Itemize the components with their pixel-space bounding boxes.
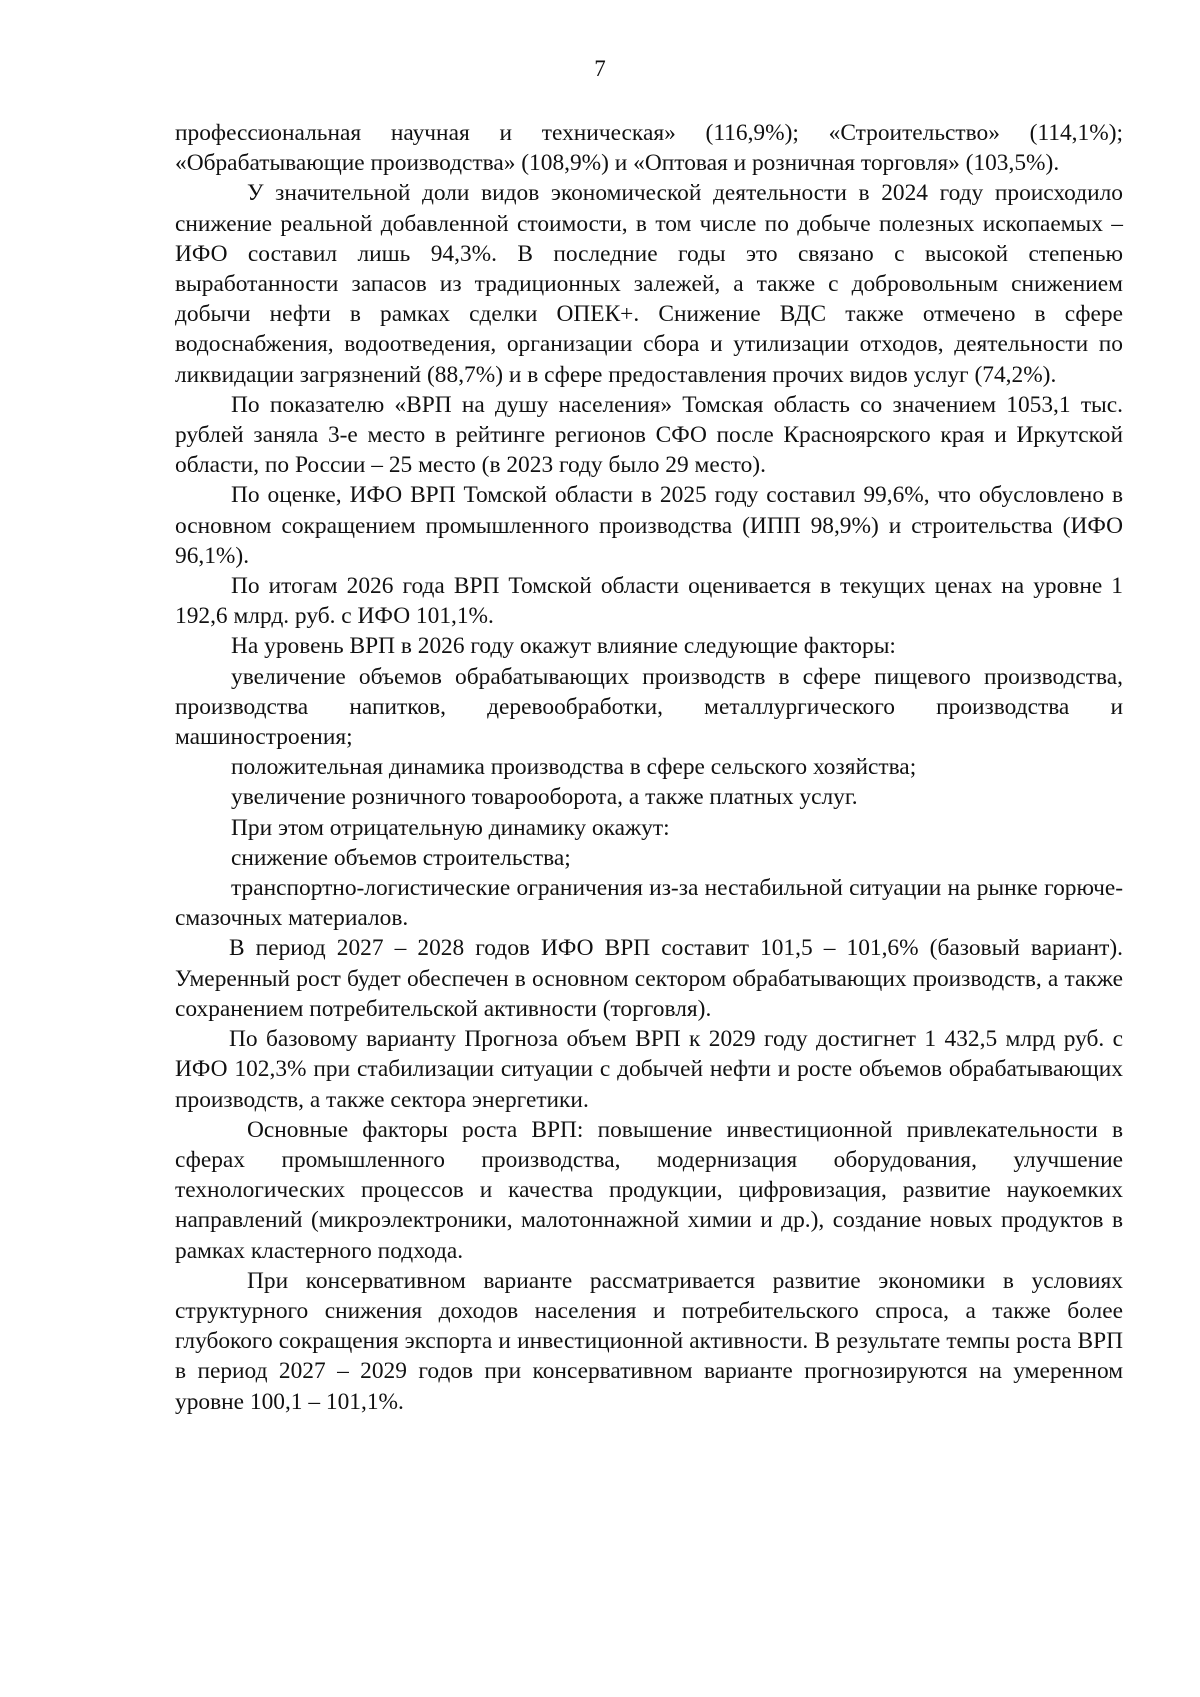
list-item: увеличение розничного товарооборота, а также платных услуг. — [231, 784, 858, 811]
paragraph: В период 2027 – 2028 годов ИФО ВРП составит 101,5 – 101,6% (базовый вариант). Умеренный рост будет обеспечен в основном сектором обрабатывающих производств, а также сохранением потребительской активности (торговля). — [175, 935, 1123, 1022]
paragraph: По итогам 2026 года ВРП Томской области оценивается в текущих ценах на уровне 1 192,6 млрд. руб. с ИФО 101,1%. — [175, 573, 1123, 630]
page-body — [175, 118, 1123, 1417]
page-number: 7 — [594, 56, 606, 81]
list-item: снижение объемов строительства; — [231, 844, 571, 871]
paragraph: При консервативном варианте рассматривается развитие экономики в условиях структурного снижения доходов населения и потребительского спроса, а также более глубокого сокращения экспорта и инвестиционной активности. В результате темпы роста ВРП в период 2027 – 2029 годов при консервативном варианте прогнозируются на умеренном уровне 100,1 – 101,1%. — [175, 1267, 1123, 1415]
paragraph: Основные факторы роста ВРП: повышение инвестиционной привлекательности в сферах промышленного производства, модернизация оборудования, улучшение технологических процессов и качества продукции, цифровизация, развитие наукоемких направлений (микроэлектроники, малотоннажной химии и др.), создание новых продуктов в рамках кластерного подхода. — [175, 1116, 1123, 1264]
list-item: увеличение объемов обрабатывающих производств в сфере пищевого производства, производства напитков, деревообработки, металлургического производства и машиностроения; — [175, 663, 1123, 751]
list-item: положительная динамика производства в сфере сельского хозяйства; — [231, 754, 917, 781]
paragraph: При этом отрицательную динамику окажут: — [231, 814, 670, 841]
paragraph-continuation: профессиональная научная и техническая» (116,9%); «Строительство» (114,1%); «Обрабатывающие производства» (108,9%) и «Оптовая и розничная торговля» (103,5%). — [175, 120, 1123, 177]
paragraph: По базовому варианту Прогноза объем ВРП к 2029 году достигнет 1 432,5 млрд руб. с ИФО 102,3% при стабилизации ситуации с добычей нефти и росте объемов обрабатывающих производств, а также сектора энергетики. — [175, 1026, 1123, 1113]
list-item: транспортно-логистические ограничения из-за нестабильной ситуации на рынке горюче-смазочных материалов. — [175, 875, 1123, 932]
paragraph: По оценке, ИФО ВРП Томской области в 2025 году составил 99,6%, что обусловлено в основном сокращением промышленного производства (ИПП 98,9%) и строительства (ИФО 96,1%). — [175, 482, 1123, 569]
paragraph: По показателю «ВРП на душу населения» Томская область со значением 1053,1 тыс. рублей заняла 3-е место в рейтинге регионов СФО после Красноярского края и Иркутской области, по России – 25 место (в 2023 году было 29 место). — [175, 391, 1123, 479]
paragraph: На уровень ВРП в 2026 году окажут влияние следующие факторы: — [231, 633, 896, 660]
paragraph: У значительной доли видов экономической деятельности в 2024 году происходило снижение реальной добавленной стоимости, в том числе по добыче полезных ископаемых – ИФО составил лишь 94,3%. В последние годы это связано с высокой степенью выработанности запасов из традиционных залежей, а также с добровольным снижением добычи нефти в рамках сделки ОПЕК+. Снижение ВДС также отмечено в сфере водоснабжения, водоотведения, организации сбора и утилизации отходов, деятельности по ликвидации загрязнений (88,7%) и в сфере предоставления прочих видов услуг (74,2%). — [175, 180, 1123, 388]
